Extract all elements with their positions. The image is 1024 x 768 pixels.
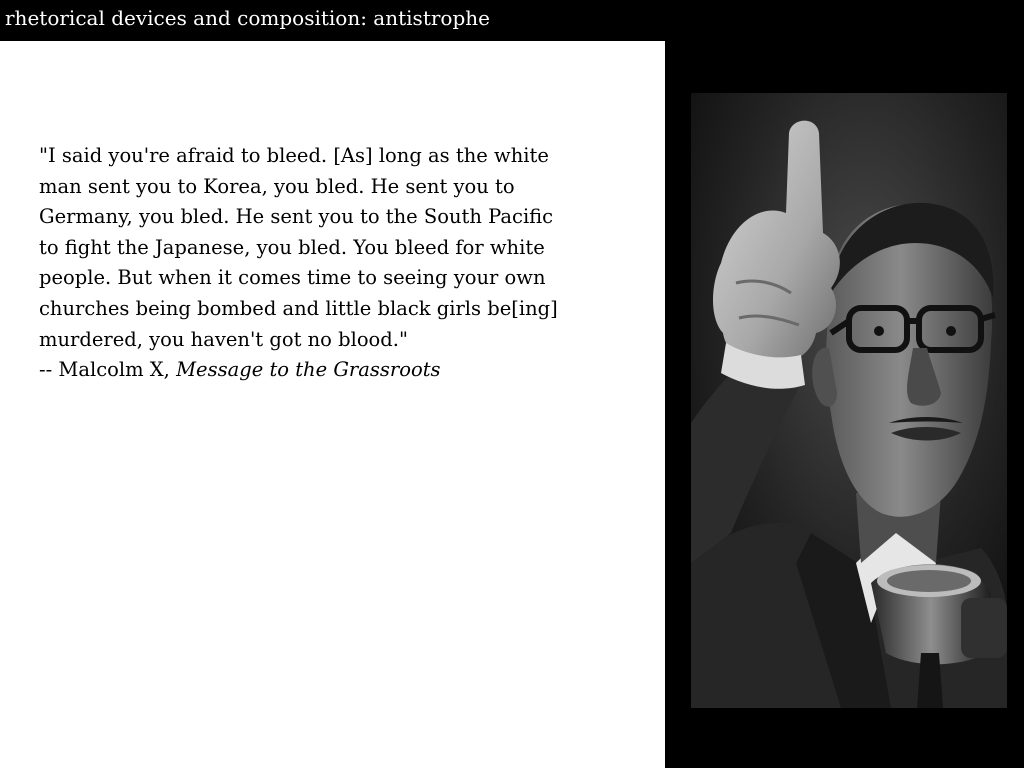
quote-text: "I said you're afraid to bleed. [As] long as the white man sent you to Korea, you bled. He sent you to Germany, you bled. He sent you to the South Pacific to fight the Japanese, you bled. You bleed for white people. But when it comes time to seeing your own churches being bombed and little black girls be[ing] murdered, you haven't got no blood." [39,144,558,351]
title-bar [0,0,1024,41]
portrait-illustration [691,93,1007,708]
left-eye [874,326,884,336]
quote-attribution [39,355,639,386]
source-title: Message to the Grassroots [176,358,441,382]
slide-title: rhetorical devices and composition: antistrophe [5,6,490,30]
right-eye [946,326,956,336]
quote-block [39,141,639,386]
content-panel [0,41,665,768]
portrait-photo [691,93,1007,708]
attribution-prefix: -- Malcolm X, [39,358,177,382]
